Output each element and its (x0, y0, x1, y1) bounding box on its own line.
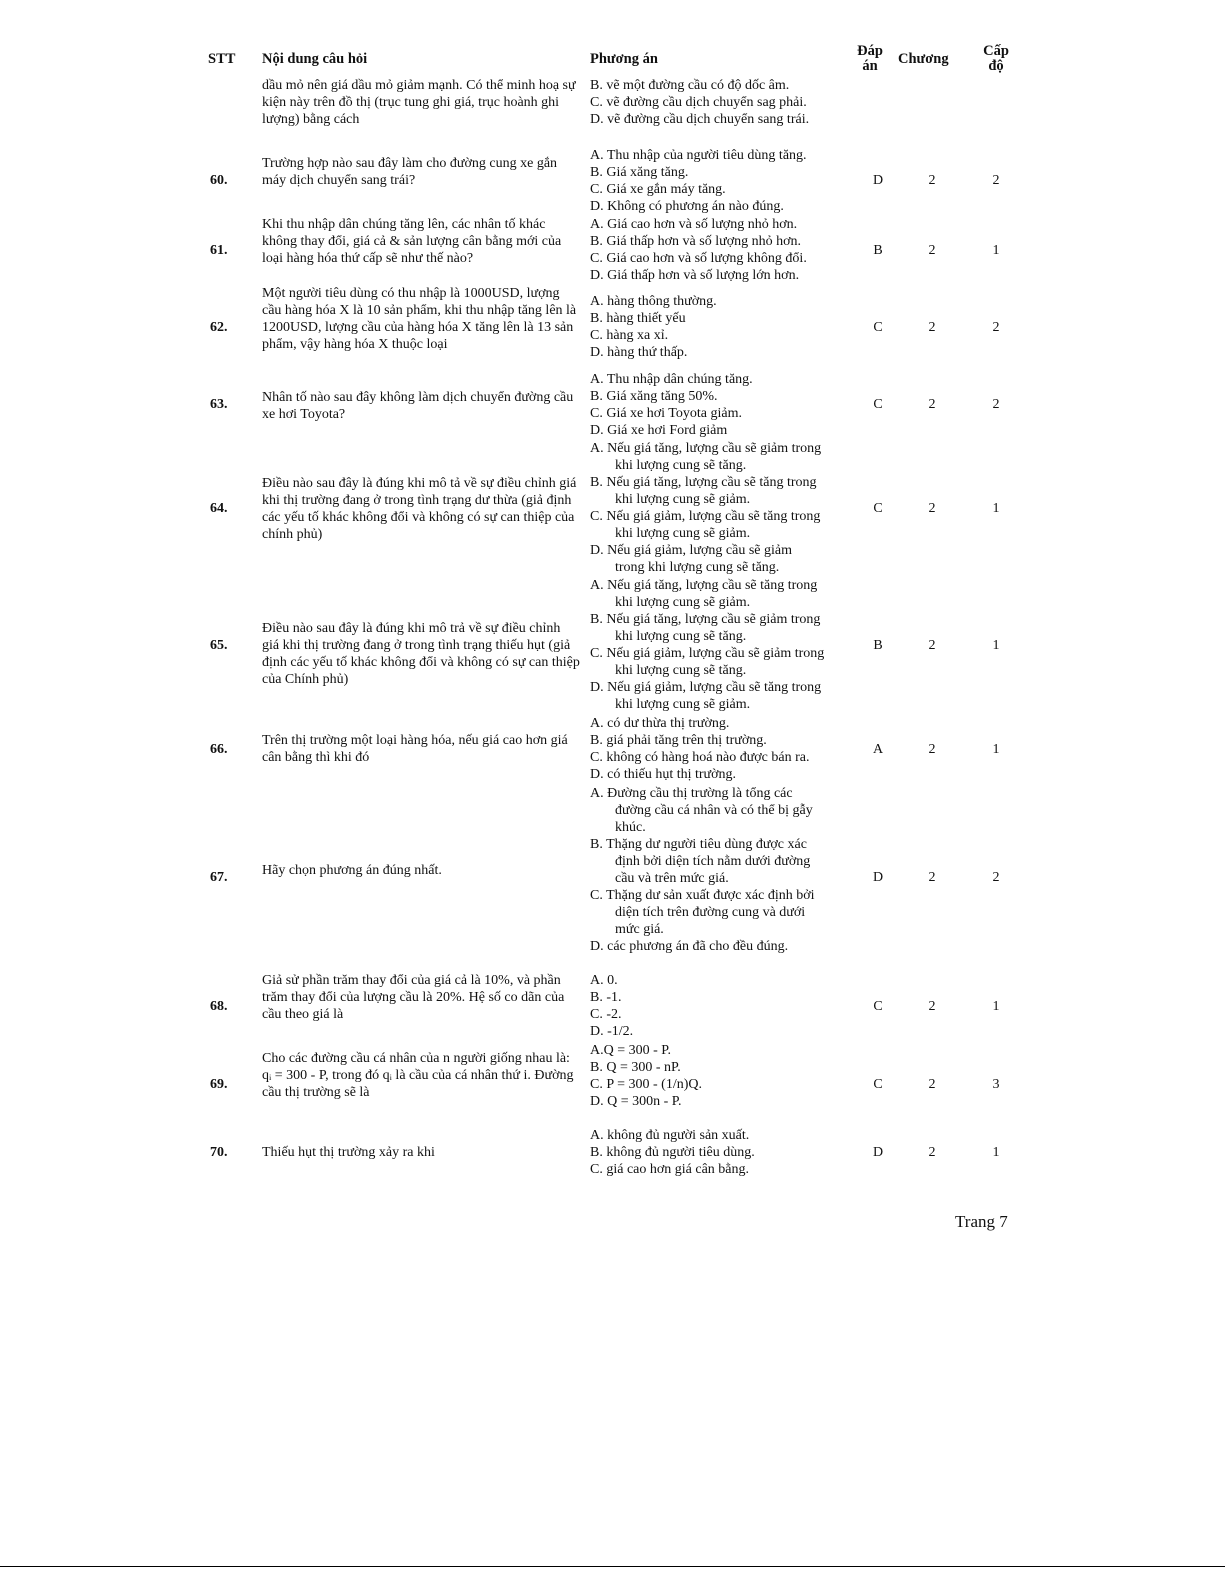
option-item: D. Nếu giá giảm, lượng cầu sẽ tăng trong khi lượng cung sẽ giảm. (590, 680, 822, 712)
option-item: D. Nếu giá giảm, lượng cầu sẽ giảm trong khi lượng cung sẽ tăng. (590, 543, 792, 575)
row-stt: 66. (210, 742, 228, 757)
option-item: C. -2. (590, 1007, 622, 1022)
options-list (590, 577, 825, 713)
chapter-value: 2 (928, 870, 936, 885)
level-value: 1 (992, 1145, 1000, 1160)
option-item: B. Thặng dư người tiêu dùng được xác định bởi diện tích nằm dưới đường cầu và trên mức giá. (590, 837, 811, 886)
question-text: Thiếu hụt thị trường xảy ra khi (262, 1145, 435, 1160)
row-stt: 70. (210, 1145, 228, 1160)
answer-value: C (873, 320, 883, 335)
options-list (590, 785, 825, 955)
option-item: D. hàng thứ thấp. (590, 345, 688, 360)
chapter-value: 2 (928, 173, 936, 188)
header-level-line2: độ (988, 58, 1004, 74)
row-stt: 60. (210, 173, 228, 188)
option-item: B. Giá xăng tăng 50%. (590, 389, 718, 404)
header-options: Phương án (590, 51, 658, 67)
header-question: Nội dung câu hỏi (262, 51, 368, 67)
option-item: C. P = 300 - (1/n)Q. (590, 1077, 702, 1092)
option-item: C. giá cao hơn giá cân bằng. (590, 1162, 750, 1177)
row-stt: 61. (210, 243, 228, 258)
option-item: D. Không có phương án nào đúng. (590, 199, 784, 214)
row-stt: 68. (210, 999, 228, 1014)
level-value: 2 (992, 173, 1000, 188)
options-list (590, 440, 825, 576)
option-item: A. có dư thừa thị trường. (590, 716, 730, 731)
header-answer-line2: án (862, 58, 878, 74)
level-value: 1 (992, 501, 1000, 516)
question-text: dầu mỏ nên giá dầu mỏ giảm mạnh. Có thể minh hoạ sự kiện này trên đồ thị (trục tung ghi giá, trục hoành ghi lượng) bằng cách (262, 78, 576, 127)
answer-value: D (872, 1145, 884, 1160)
answer-value: B (873, 243, 883, 258)
option-item: B. vẽ một đường cầu có độ dốc âm. (590, 78, 790, 93)
option-item: B. giá phải tăng trên thị trường. (590, 733, 767, 748)
level-value: 1 (992, 999, 1000, 1014)
question-text: Điều nào sau đây là đúng khi mô tả về sự điều chỉnh giá khi thị trường đang ở trong tình trạng dư thừa (giả định các yếu tố khác không đổi và không có sự can thiệp của chính phủ) (262, 476, 577, 542)
options-list (590, 216, 845, 284)
option-item: C. không có hàng hoá nào được bán ra. (590, 750, 810, 765)
option-item: B. Giá thấp hơn và số lượng nhỏ hơn. (590, 234, 802, 249)
option-item: A.Q = 300 - P. (590, 1043, 672, 1058)
level-value: 1 (992, 742, 1000, 757)
option-item: B. -1. (590, 990, 622, 1005)
option-item: C. vẽ đường cầu dịch chuyển sag phải. (590, 95, 807, 110)
option-item: B. Nếu giá tăng, lượng cầu sẽ giảm trong khi lượng cung sẽ tăng. (590, 612, 821, 644)
chapter-value: 2 (928, 1145, 936, 1160)
question-text: Điều nào sau đây là đúng khi mô trả về sự điều chỉnh giá khi thị trường đang ở trong tình trạng thiếu hụt (giả định các yếu tố khác không đổi và không có sự can thiệp của Chính phủ) (262, 621, 580, 687)
answer-value: B (873, 638, 883, 653)
option-item: B. không đủ người tiêu dùng. (590, 1145, 755, 1160)
level-value: 3 (992, 1077, 1000, 1092)
option-item: C. Giá xe hơi Toyota giảm. (590, 406, 742, 421)
row-stt: 67. (210, 870, 228, 885)
option-item: A. Thu nhập dân chúng tăng. (590, 372, 753, 387)
chapter-value: 2 (928, 999, 936, 1014)
chapter-value: 2 (928, 1077, 936, 1092)
header-answer (850, 44, 890, 74)
question-text: Nhân tố nào sau đây không làm dịch chuyển đường cầu xe hơi Toyota? (262, 390, 574, 422)
option-item: D. Giá thấp hơn và số lượng lớn hơn. (590, 268, 800, 283)
options-list (590, 371, 845, 439)
bottom-divider (0, 1566, 1225, 1567)
option-item: A. hàng thông thường. (590, 294, 717, 309)
option-item: A. không đủ người sản xuất. (590, 1128, 750, 1143)
level-value: 2 (992, 397, 1000, 412)
option-item: C. Thặng dư sản xuất được xác định bởi diện tích trên đường cung và dưới mức giá. (590, 888, 815, 937)
options-list (590, 147, 845, 215)
row-stt: 64. (210, 501, 228, 516)
answer-value: C (873, 397, 883, 412)
option-item: B. Giá xăng tăng. (590, 165, 689, 180)
options-list (590, 1127, 845, 1178)
option-item: A. 0. (590, 973, 618, 988)
options-list (590, 293, 845, 361)
option-item: A. Giá cao hơn và số lượng nhỏ hơn. (590, 217, 798, 232)
header-chapter: Chương (898, 51, 949, 67)
header-stt: STT (208, 51, 236, 67)
option-item: C. Giá cao hơn và số lượng không đổi. (590, 251, 807, 266)
question-text: Một người tiêu dùng có thu nhập là 1000USD, lượng cầu hàng hóa X là 10 sản phẩm, khi thu nhập tăng lên là 1200USD, lượng cầu của hàng hóa X tăng lên là 13 sản phẩm, vậy hàng hóa X thuộc loại (262, 286, 577, 352)
chapter-value: 2 (928, 397, 936, 412)
question-text: Hãy chọn phương án đúng nhất. (262, 863, 442, 878)
option-item: A. Nếu giá tăng, lượng cầu sẽ tăng trong khi lượng cung sẽ giảm. (590, 578, 818, 610)
question-text: Cho các đường cầu cá nhân của n người giống nhau là: qᵢ = 300 - P, trong đó qᵢ là cầu của cá nhân thứ i. Đường cầu thị trường sẽ là (262, 1051, 574, 1100)
answer-value: D (872, 173, 884, 188)
level-value: 1 (992, 638, 1000, 653)
row-stt: 69. (210, 1077, 228, 1092)
answer-value: C (873, 999, 883, 1014)
option-item: B. hàng thiết yếu (590, 311, 686, 326)
row-stt: 63. (210, 397, 228, 412)
option-item: D. Q = 300n - P. (590, 1094, 682, 1109)
chapter-value: 2 (928, 501, 936, 516)
option-item: D. -1/2. (590, 1024, 634, 1039)
chapter-value: 2 (928, 243, 936, 258)
option-item: A. Đường cầu thị trường là tổng các đường cầu cá nhân và có thể bị gẫy khúc. (590, 786, 813, 835)
option-item: C. Nếu giá giảm, lượng cầu sẽ tăng trong khi lượng cung sẽ giảm. (590, 509, 821, 541)
level-value: 2 (992, 870, 1000, 885)
answer-value: D (872, 870, 884, 885)
option-item: D. Giá xe hơi Ford giảm (590, 423, 728, 438)
option-item: D. có thiếu hụt thị trường. (590, 767, 737, 782)
option-item: C. Giá xe gắn máy tăng. (590, 182, 726, 197)
option-item: A. Thu nhập của người tiêu dùng tăng. (590, 148, 807, 163)
option-item: C. hàng xa xỉ. (590, 328, 669, 343)
option-item: D. các phương án đã cho đều đúng. (590, 939, 789, 954)
question-text: Trên thị trường một loại hàng hóa, nếu giá cao hơn giá cân bằng thì khi đó (262, 733, 568, 765)
answer-value: C (873, 1077, 883, 1092)
level-value: 1 (992, 243, 1000, 258)
question-text: Trường hợp nào sau đây làm cho đường cung xe gắn máy dịch chuyển sang trái? (262, 156, 558, 188)
header-answer-line1: Đáp (857, 43, 883, 59)
question-text: Khi thu nhập dân chúng tăng lên, các nhân tố khác không thay đổi, giá cả & sản lượng cân bằng mới của loại hàng hóa thứ cấp sẽ như thế nào? (262, 217, 562, 266)
chapter-value: 2 (928, 638, 936, 653)
option-item: C. Nếu giá giảm, lượng cầu sẽ giảm trong khi lượng cung sẽ tăng. (590, 646, 825, 678)
options-list (590, 972, 845, 1040)
chapter-value: 2 (928, 742, 936, 757)
options-list (590, 1042, 845, 1110)
options-list (590, 77, 845, 128)
header-level (976, 44, 1016, 74)
option-item: A. Nếu giá tăng, lượng cầu sẽ giảm trong khi lượng cung sẽ tăng. (590, 441, 822, 473)
chapter-value: 2 (928, 320, 936, 335)
page-number: Trang 7 (955, 1212, 1008, 1231)
option-item: B. Nếu giá tăng, lượng cầu sẽ tăng trong khi lượng cung sẽ giảm. (590, 475, 817, 507)
answer-value: C (873, 501, 883, 516)
question-text: Giả sử phần trăm thay đổi của giá cả là 10%, và phần trăm thay đổi của lượng cầu là 20%. Hệ số co dãn của cầu theo giá là (262, 973, 565, 1022)
level-value: 2 (992, 320, 1000, 335)
option-item: B. Q = 300 - nP. (590, 1060, 681, 1075)
answer-value: A (872, 742, 884, 757)
option-item: D. vẽ đường cầu dịch chuyển sang trái. (590, 112, 810, 127)
header-level-line1: Cấp (983, 43, 1009, 59)
row-stt: 65. (210, 638, 228, 653)
options-list (590, 715, 845, 783)
row-stt: 62. (210, 320, 228, 335)
